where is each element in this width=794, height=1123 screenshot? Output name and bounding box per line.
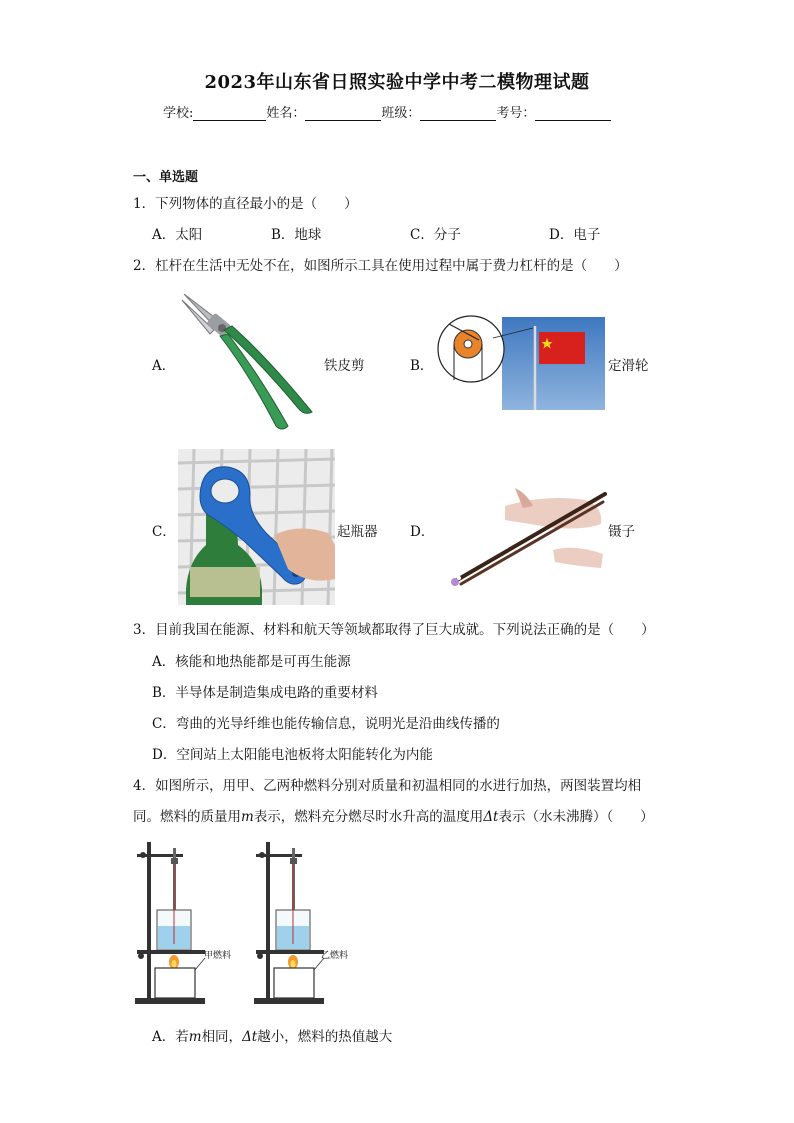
q4a-text: 相同， [201, 1029, 243, 1045]
fuel-a-label: 甲燃料 [204, 951, 232, 961]
q2-option-c-caption: 起瓶器 [337, 524, 378, 540]
question-3-stem: 3．目前我国在能源、材料和航天等领域都取得了巨大成就。下列说法正确的是（ ） [133, 622, 655, 638]
fuel-b-label: 乙燃料 [321, 951, 349, 961]
q1-option-a: A．太阳 [152, 227, 203, 243]
q3-option-b: B．半导体是制造集成电路的重要材料 [152, 685, 378, 701]
id-blank [535, 107, 611, 121]
q4a-text: A．若 [152, 1029, 189, 1045]
q4-text: 同。燃料的质量用 [133, 809, 241, 825]
question-4-stem-line2 [133, 805, 654, 825]
bottle-opener-image [178, 449, 335, 605]
q2-option-b-caption: 定滑轮 [608, 358, 649, 374]
q4-symbol-m: m [241, 809, 254, 825]
q4a-symbol-dt: Δt [242, 1029, 258, 1045]
name-blank [305, 107, 381, 121]
question-2-stem: 2．杠杆在生活中无处不在，如图所示工具在使用过程中属于费力杠杆的是（ ） [133, 258, 628, 274]
q2-option-a-caption: 铁皮剪 [324, 358, 365, 374]
section-heading-single-choice: 一、单选题 [133, 170, 199, 185]
student-info-line [163, 102, 611, 121]
tin-snips-image [178, 290, 323, 435]
q3-option-c: C．弯曲的光导纤维也能传输信息，说明光是沿曲线传播的 [152, 716, 500, 732]
q4a-symbol-m: m [188, 1029, 202, 1045]
question-1-stem: 1．下列物体的直径最小的是（ ） [133, 196, 358, 212]
name-label: 姓名： [266, 106, 306, 121]
heating-apparatus-fuel-b [252, 838, 362, 1008]
q1-option-d: D．电子 [549, 227, 601, 243]
question-4-stem-line1: 4．如图所示，用甲、乙两种燃料分别对质量和初温相同的水进行加热，两图装置均相 [133, 778, 642, 794]
heating-apparatus-fuel-a [133, 838, 243, 1008]
q2-option-c-letter: C． [152, 524, 176, 540]
q2-option-d-caption: 镊子 [608, 524, 635, 540]
q4-text: 表示（水未沸腾）（ ） [498, 809, 654, 825]
q2-option-d-letter: D． [410, 524, 435, 540]
q1-option-c: C．分子 [410, 227, 461, 243]
q4-text: 表示，燃料充分燃尽时水升高的温度用 [253, 809, 484, 825]
q4-symbol-dt: Δt [483, 809, 499, 825]
q3-option-d: D．空间站上太阳能电池板将太阳能转化为内能 [152, 747, 433, 763]
tweezers-image [435, 484, 607, 592]
q4-option-a [152, 1025, 392, 1045]
class-label: 班级： [381, 106, 421, 121]
school-label: 学校: [163, 106, 194, 121]
q2-option-b-letter: B． [410, 358, 434, 374]
class-blank [420, 107, 496, 121]
q3-option-a: A．核能和地热能都是可再生能源 [152, 654, 351, 670]
school-blank [193, 107, 266, 121]
q1-option-b: B．地球 [271, 227, 322, 243]
flagpole-pulley-image [435, 314, 607, 412]
id-label: 考号： [496, 106, 536, 121]
q2-option-a-letter: A． [152, 358, 176, 374]
page-title: 2023年山东省日照实验中学中考二模物理试题 [204, 72, 590, 93]
q4a-text: 越小，燃料的热值越大 [257, 1029, 393, 1045]
